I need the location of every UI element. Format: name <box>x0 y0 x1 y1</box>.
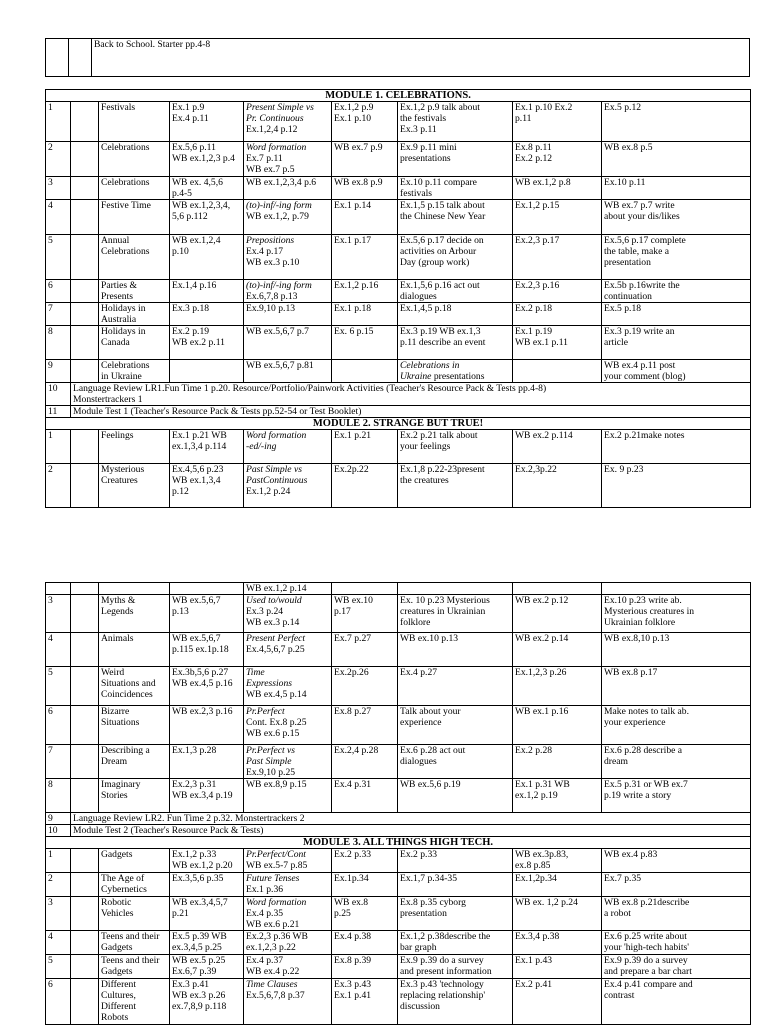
reading-cell: Ex.1,2,3 p.26 <box>513 667 602 706</box>
writing-cell: Ex.7 p.35 <box>602 873 751 897</box>
topic-cell: Celebrations in Ukraine <box>99 360 170 383</box>
reading-cell <box>513 360 602 383</box>
topic-cell: Teens and their Gadgets <box>99 931 170 955</box>
summary-row <box>46 825 751 837</box>
vocabulary-cell: WB ex.5,6,7 p.115 ex.1p.18 <box>170 633 244 667</box>
grammar-cell: WB ex.8,9 p.15 <box>244 779 332 813</box>
grammar-cell: Pr.Perfect vs Past Simple Ex.9,10 p.25 <box>244 745 332 779</box>
reading-cell: Ex.3,4 p.38 <box>513 931 602 955</box>
writing-cell: Ex.3 p.19 write an article <box>602 326 751 360</box>
writing-cell: Ex.6 p.28 describe a dream <box>602 745 751 779</box>
speaking-cell: Ex.1,7 p.34-35 <box>398 873 513 897</box>
grammar-cell: Word formation -ed/-ing <box>244 430 332 464</box>
grammar-cell: WB ex.5,6,7 p.81 <box>244 360 332 383</box>
row-blank <box>71 955 99 979</box>
reading-cell: Ex.2 p.28 <box>513 745 602 779</box>
module-title: MODULE 3. ALL THINGS HIGH TECH. <box>46 837 751 849</box>
listening-cell: Ex.1,2 p.16 <box>332 280 398 303</box>
table-row <box>46 430 751 464</box>
writing-cell: Ex.6 p.25 write about your 'high-tech habits' <box>602 931 751 955</box>
speaking-cell: WB ex.10 p.13 <box>398 633 513 667</box>
grammar-cell: Ex.4 p.37 WB ex.4 p.22 <box>244 955 332 979</box>
vocabulary-cell: Ex.3 p.18 <box>170 303 244 326</box>
table-row <box>46 177 751 200</box>
writing-cell: WB ex.8 p.21describe a robot <box>602 897 751 931</box>
row-blank <box>71 931 99 955</box>
vocabulary-cell: Ex.2,3 p.31 WB ex.3,4 p.19 <box>170 779 244 813</box>
listening-cell: Ex.7 p.27 <box>332 633 398 667</box>
summary-text: Module Test 1 (Teacher's Resource Pack & Tests pp.52-54 or Test Booklet) <box>71 406 751 418</box>
summary-row <box>46 383 751 406</box>
speaking-cell: Ex.3 p.19 WB ex.1,3 p.11 describe an event <box>398 326 513 360</box>
writing-cell: Ex.2 p.21make notes <box>602 430 751 464</box>
table-block-2 <box>45 582 750 1025</box>
row-blank <box>71 897 99 931</box>
row-blank <box>71 102 99 142</box>
table-row <box>46 897 751 931</box>
row-number: 3 <box>46 177 71 200</box>
speaking-cell: Ex.6 p.28 act out dialogues <box>398 745 513 779</box>
row-blank <box>71 200 99 235</box>
topic-cell: Robotic Vehicles <box>99 897 170 931</box>
listening-cell: Ex.1 p.18 <box>332 303 398 326</box>
row-blank <box>71 464 99 508</box>
grammar-cell: Pr.Perfect Cont. Ex.8 p.25 WB ex.6 p.15 <box>244 706 332 745</box>
row-number: 10 <box>46 383 71 406</box>
reading-cell: Ex.1 p.43 <box>513 955 602 979</box>
vocabulary-cell: Ex.5,6 p.11 WB ex.1,2,3 p.4 <box>170 142 244 177</box>
module-header-row <box>46 837 751 849</box>
table-row <box>46 360 751 383</box>
module-header-row <box>46 90 751 102</box>
blank-cell <box>602 583 751 595</box>
row-number: 4 <box>46 633 71 667</box>
reading-cell: WB ex.2 p.12 <box>513 595 602 633</box>
grammar-cell: Present Perfect Ex.4,5,6,7 p.25 <box>244 633 332 667</box>
row-blank <box>71 849 99 873</box>
writing-cell: Ex.5b p.16write the continuation <box>602 280 751 303</box>
speaking-cell: Ex.1,5,6 p.16 act out dialogues <box>398 280 513 303</box>
row-blank <box>71 360 99 383</box>
summary-row <box>46 813 751 825</box>
row-number: 9 <box>46 360 71 383</box>
vocabulary-cell: Ex.4,5,6 p.23 WB ex.1,3,4 p.12 <box>170 464 244 508</box>
vocabulary-cell: WB ex.1,2,3,4, 5,6 p.112 <box>170 200 244 235</box>
table-row <box>46 235 751 280</box>
row-blank <box>71 142 99 177</box>
writing-cell: WB ex.8 p.5 <box>602 142 751 177</box>
row-number: 8 <box>46 326 71 360</box>
grammar-cell: WB ex.1,2,3,4 p.6 <box>244 177 332 200</box>
blank-cell <box>398 583 513 595</box>
row-blank <box>71 706 99 745</box>
summary-text: Language Review LR1.Fun Time 1 p.20. Resource/Portfolio/Painwork Activities (Teacher's Resource Pack & Tests pp.4-8) Monstertrackers 1 <box>71 383 751 406</box>
listening-cell: Ex.8 p.27 <box>332 706 398 745</box>
blank-cell <box>71 583 99 595</box>
row-number: 1 <box>46 102 71 142</box>
row-number: 3 <box>46 595 71 633</box>
row-blank <box>71 303 99 326</box>
row-blank <box>71 633 99 667</box>
reading-cell: WB ex.2 p.114 <box>513 430 602 464</box>
listening-cell: Ex.2p.26 <box>332 667 398 706</box>
row-number: 8 <box>46 779 71 813</box>
listening-cell: Ex.2p.22 <box>332 464 398 508</box>
speaking-cell: Ex.1,8 p.22-23present the creatures <box>398 464 513 508</box>
table-row <box>46 745 751 779</box>
topic-cell: Weird Situations and Coincidences <box>99 667 170 706</box>
speaking-cell: Ex.10 p.11 compare festivals <box>398 177 513 200</box>
topic-cell: Animals <box>99 633 170 667</box>
writing-cell: WB ex.4 p.83 <box>602 849 751 873</box>
table-row <box>46 303 751 326</box>
table-row <box>46 849 751 873</box>
vocabulary-cell: Ex.1,3 p.28 <box>170 745 244 779</box>
vocabulary-cell: WB ex.5 p.25 Ex.6,7 p.39 <box>170 955 244 979</box>
reading-cell: WB ex.1 p.16 <box>513 706 602 745</box>
row-blank <box>71 979 99 1025</box>
writing-cell: Ex.5 p.12 <box>602 102 751 142</box>
reading-cell: WB ex.2 p.14 <box>513 633 602 667</box>
reading-cell: Ex.1 p.31 WB ex.1,2 p.19 <box>513 779 602 813</box>
speaking-cell: Ex.5,6 p.17 decide on activities on Arbour Day (group work) <box>398 235 513 280</box>
speaking-cell: Ex.4 p.27 <box>398 667 513 706</box>
grammar-cell: WB ex.1,2 p.14 <box>244 583 332 595</box>
grammar-cell: (to)-inf/-ing form Ex.6,7,8 p.13 <box>244 280 332 303</box>
listening-cell: WB ex.7 p.9 <box>332 142 398 177</box>
row-blank <box>71 745 99 779</box>
row-blank <box>71 430 99 464</box>
grammar-cell: Present Simple vs Pr. Continuous Ex.1,2,4 p.12 <box>244 102 332 142</box>
grammar-cell: Pr.Perfect/Cont WB ex.5-7 p.85 <box>244 849 332 873</box>
reading-cell: Ex.8 p.11 Ex.2 p.12 <box>513 142 602 177</box>
row-number: 2 <box>46 873 71 897</box>
table-row <box>46 955 751 979</box>
listening-cell: WB ex.8 p.25 <box>332 897 398 931</box>
reading-cell: Ex.2,3 p.16 <box>513 280 602 303</box>
grammar-cell: Future Tenses Ex.1 p.36 <box>244 873 332 897</box>
reading-cell: WB ex.1,2 p.8 <box>513 177 602 200</box>
listening-cell: Ex.8 p.39 <box>332 955 398 979</box>
topic-cell: Myths & Legends <box>99 595 170 633</box>
row-number: 4 <box>46 200 71 235</box>
table-block-1 <box>45 89 750 508</box>
speaking-cell: Ex. 10 p.23 Mysterious creatures in Ukrainian folklore <box>398 595 513 633</box>
writing-cell: Ex.5 p.18 <box>602 303 751 326</box>
listening-cell: Ex.1 p.17 <box>332 235 398 280</box>
speaking-cell: Ex.9 p.11 mini presentations <box>398 142 513 177</box>
continuation-row <box>46 583 751 595</box>
vocabulary-cell <box>170 360 244 383</box>
listening-cell: Ex.1,2 p.9 Ex.1 p.10 <box>332 102 398 142</box>
table-row <box>46 102 751 142</box>
table-row <box>46 326 751 360</box>
topic-cell: Describing a Dream <box>99 745 170 779</box>
listening-cell: Ex.2,4 p.28 <box>332 745 398 779</box>
topic-cell: Gadgets <box>99 849 170 873</box>
listening-cell: Ex.4 p.38 <box>332 931 398 955</box>
writing-cell: Ex.4 p.41 compare and contrast <box>602 979 751 1025</box>
grammar-cell: (to)-inf/-ing form WB ex.1,2, p.79 <box>244 200 332 235</box>
listening-cell: Ex.1 p.14 <box>332 200 398 235</box>
vocabulary-cell: Ex.3b,5,6 p.27 WB ex.4,5 p.16 <box>170 667 244 706</box>
writing-cell: WB ex.8 p.17 <box>602 667 751 706</box>
listening-cell: Ex. 6 p.15 <box>332 326 398 360</box>
topic-cell: Celebrations <box>99 142 170 177</box>
table-row <box>46 142 751 177</box>
row-blank <box>71 873 99 897</box>
row-number: 2 <box>46 142 71 177</box>
topic-cell: Parties & Presents <box>99 280 170 303</box>
writing-cell: Ex.9 p.39 do a survey and prepare a bar chart <box>602 955 751 979</box>
reading-cell: Ex.2,3 p.17 <box>513 235 602 280</box>
topic-cell: Holidays in Canada <box>99 326 170 360</box>
vocabulary-cell: WB ex.5,6,7 p.13 <box>170 595 244 633</box>
grammar-cell: Used to/would Ex.3 p.24 WB ex.3 p.14 <box>244 595 332 633</box>
speaking-cell: Ex.8 p.35 cyborg presentation <box>398 897 513 931</box>
blank-cell <box>99 583 170 595</box>
speaking-cell: WB ex.5,6 p.19 <box>398 779 513 813</box>
table-row <box>46 779 751 813</box>
grammar-cell: Prepositions Ex.4 p.17 WB ex.3 p.10 <box>244 235 332 280</box>
grammar-cell: Time Expressions WB ex.4,5 p.14 <box>244 667 332 706</box>
writing-cell: Ex. 9 p.23 <box>602 464 751 508</box>
topic-cell: Bizarre Situations <box>99 706 170 745</box>
grammar-cell: Ex.2,3 p.36 WB ex.1,2,3 p.22 <box>244 931 332 955</box>
vocabulary-cell: Ex.3 p.41 WB ex.3 p.26 ex.7,8,9 p.118 <box>170 979 244 1025</box>
table-row <box>46 873 751 897</box>
writing-cell: Ex.5 p.31 or WB ex.7 p.19 write a story <box>602 779 751 813</box>
writing-cell: WB ex.4 p.11 post your comment (blog) <box>602 360 751 383</box>
summary-text: Language Review LR2. Fun Time 2 p.32. Monstertrackers 2 <box>71 813 751 825</box>
row-number: 1 <box>46 430 71 464</box>
topic-cell: Teens and their Gadgets <box>99 955 170 979</box>
topic-cell: The Age of Cybernetics <box>99 873 170 897</box>
grammar-cell: WB ex.5,6,7 p.7 <box>244 326 332 360</box>
reading-cell: Ex.1,2 p.15 <box>513 200 602 235</box>
listening-cell: Ex.4 p.31 <box>332 779 398 813</box>
blank-cell <box>332 583 398 595</box>
vocabulary-cell: Ex.1 p.21 WB ex.1,3,4 p.114 <box>170 430 244 464</box>
row-blank <box>71 595 99 633</box>
vocabulary-cell: Ex.2 p.19 WB ex.2 p.11 <box>170 326 244 360</box>
row-blank <box>71 667 99 706</box>
listening-cell: WB ex.10 p.17 <box>332 595 398 633</box>
topic-cell: Festivals <box>99 102 170 142</box>
speaking-cell: Talk about your experience <box>398 706 513 745</box>
speaking-cell: Ex.3 p.43 'technology replacing relationship' discussion <box>398 979 513 1025</box>
table-row <box>46 979 751 1025</box>
summary-text: Module Test 2 (Teacher's Resource Pack & Tests) <box>71 825 751 837</box>
row-number: 10 <box>46 825 71 837</box>
row-number: 7 <box>46 303 71 326</box>
reading-cell: Ex.1 p.19 WB ex.1 p.11 <box>513 326 602 360</box>
topic-cell: Festive Time <box>99 200 170 235</box>
reading-cell: Ex.2,3p.22 <box>513 464 602 508</box>
row-number: 11 <box>46 406 71 418</box>
row-blank <box>71 235 99 280</box>
listening-cell: WB ex.8 p.9 <box>332 177 398 200</box>
vocabulary-cell: WB ex.2,3 p.16 <box>170 706 244 745</box>
listening-cell <box>332 360 398 383</box>
row-number: 5 <box>46 235 71 280</box>
speaking-cell: Celebrations in Ukraine presentations <box>398 360 513 383</box>
row-blank <box>71 779 99 813</box>
vocabulary-cell: Ex.1 p.9 Ex.4 p.11 <box>170 102 244 142</box>
writing-cell: Ex.5,6 p.17 complete the table, make a presentation <box>602 235 751 280</box>
speaking-cell: Ex.1,5 p.15 talk about the Chinese New Year <box>398 200 513 235</box>
row-number: 6 <box>46 280 71 303</box>
topic-cell: Mysterious Creatures <box>99 464 170 508</box>
reading-cell: Ex.2 p.41 <box>513 979 602 1025</box>
writing-cell: WB ex.8,10 p.13 <box>602 633 751 667</box>
topic-cell: Annual Celebrations <box>99 235 170 280</box>
writing-cell: WB ex.7 p.7 write about your dis/likes <box>602 200 751 235</box>
reading-cell: WB ex. 1,2 p.24 <box>513 897 602 931</box>
topic-cell: Different Cultures, Different Robots <box>99 979 170 1025</box>
vocabulary-cell: WB ex.3,4,5,7 p.21 <box>170 897 244 931</box>
grammar-cell: Past Simple vs PastContinuous Ex.1,2 p.24 <box>244 464 332 508</box>
listening-cell: Ex.2 p.33 <box>332 849 398 873</box>
module-header-row <box>46 418 751 430</box>
row-number: 2 <box>46 464 71 508</box>
speaking-cell: Ex.2 p.21 talk about your feelings <box>398 430 513 464</box>
table-row <box>46 464 751 508</box>
row-number: 4 <box>46 931 71 955</box>
writing-cell: Ex.10 p.23 write ab. Mysterious creatures in Ukrainian folklore <box>602 595 751 633</box>
vocabulary-cell: WB ex.1,2,4 p.10 <box>170 235 244 280</box>
blank-cell <box>513 583 602 595</box>
module-title: MODULE 2. STRANGE BUT TRUE! <box>46 418 751 430</box>
topic-cell: Celebrations <box>99 177 170 200</box>
row-number: 3 <box>46 897 71 931</box>
table-row <box>46 200 751 235</box>
grammar-cell: Ex.9,10 p.13 <box>244 303 332 326</box>
row-number: 6 <box>46 706 71 745</box>
listening-cell: Ex.1 p.21 <box>332 430 398 464</box>
vocabulary-cell: Ex.3,5,6 p.35 <box>170 873 244 897</box>
topic-cell: Holidays in Australia <box>99 303 170 326</box>
writing-cell: Ex.10 p.11 <box>602 177 751 200</box>
listening-cell: Ex.1p.34 <box>332 873 398 897</box>
speaking-cell: Ex.1,2 p.38describe the bar graph <box>398 931 513 955</box>
topic-cell: Imaginary Stories <box>99 779 170 813</box>
speaking-cell: Ex.2 p.33 <box>398 849 513 873</box>
listening-cell: Ex.3 p.43 Ex.1 p.41 <box>332 979 398 1025</box>
blank-cell <box>170 583 244 595</box>
vocabulary-cell: Ex.5 p.39 WB ex.3,4,5 p.25 <box>170 931 244 955</box>
table-row <box>46 931 751 955</box>
grammar-cell: Word formation Ex.4 p.35 WB ex.6 p.21 <box>244 897 332 931</box>
row-number: 5 <box>46 667 71 706</box>
row-number: 1 <box>46 849 71 873</box>
writing-cell: Make notes to talk ab. your experience <box>602 706 751 745</box>
speaking-cell: Ex.9 p.39 do a survey and present information <box>398 955 513 979</box>
row-number: 7 <box>46 745 71 779</box>
starter-block <box>45 38 750 77</box>
row-number: 9 <box>46 813 71 825</box>
reading-cell: Ex.2 p.18 <box>513 303 602 326</box>
vocabulary-cell: Ex.1,2 p.33 WB ex.1,2 p.20 <box>170 849 244 873</box>
vocabulary-cell: WB ex. 4,5,6 p.4-5 <box>170 177 244 200</box>
speaking-cell: Ex.1,2 p.9 talk about the festivals Ex.3 p.11 <box>398 102 513 142</box>
speaking-cell: Ex.1,4,5 p.18 <box>398 303 513 326</box>
blank-cell <box>46 583 71 595</box>
table-row <box>46 706 751 745</box>
row-number: 6 <box>46 979 71 1025</box>
table-row <box>46 595 751 633</box>
row-number: 5 <box>46 955 71 979</box>
vocabulary-cell: Ex.1,4 p.16 <box>170 280 244 303</box>
module-title: MODULE 1. CELEBRATIONS. <box>46 90 751 102</box>
reading-cell: WB ex.3p.83, ex.8 p.85 <box>513 849 602 873</box>
row-blank <box>71 280 99 303</box>
summary-row <box>46 406 751 418</box>
table-row <box>46 667 751 706</box>
row-blank <box>71 326 99 360</box>
reading-cell: Ex.1 p.10 Ex.2 p.11 <box>513 102 602 142</box>
grammar-cell: Word formation Ex.7 p.11 WB ex.7 p.5 <box>244 142 332 177</box>
table-row <box>46 280 751 303</box>
row-blank <box>71 177 99 200</box>
starter-text: Back to School. Starter pp.4-8 <box>92 39 750 77</box>
reading-cell: Ex.1,2p.34 <box>513 873 602 897</box>
table-row <box>46 633 751 667</box>
grammar-cell: Time Clauses Ex.5,6,7,8 p.37 <box>244 979 332 1025</box>
topic-cell: Feelings <box>99 430 170 464</box>
